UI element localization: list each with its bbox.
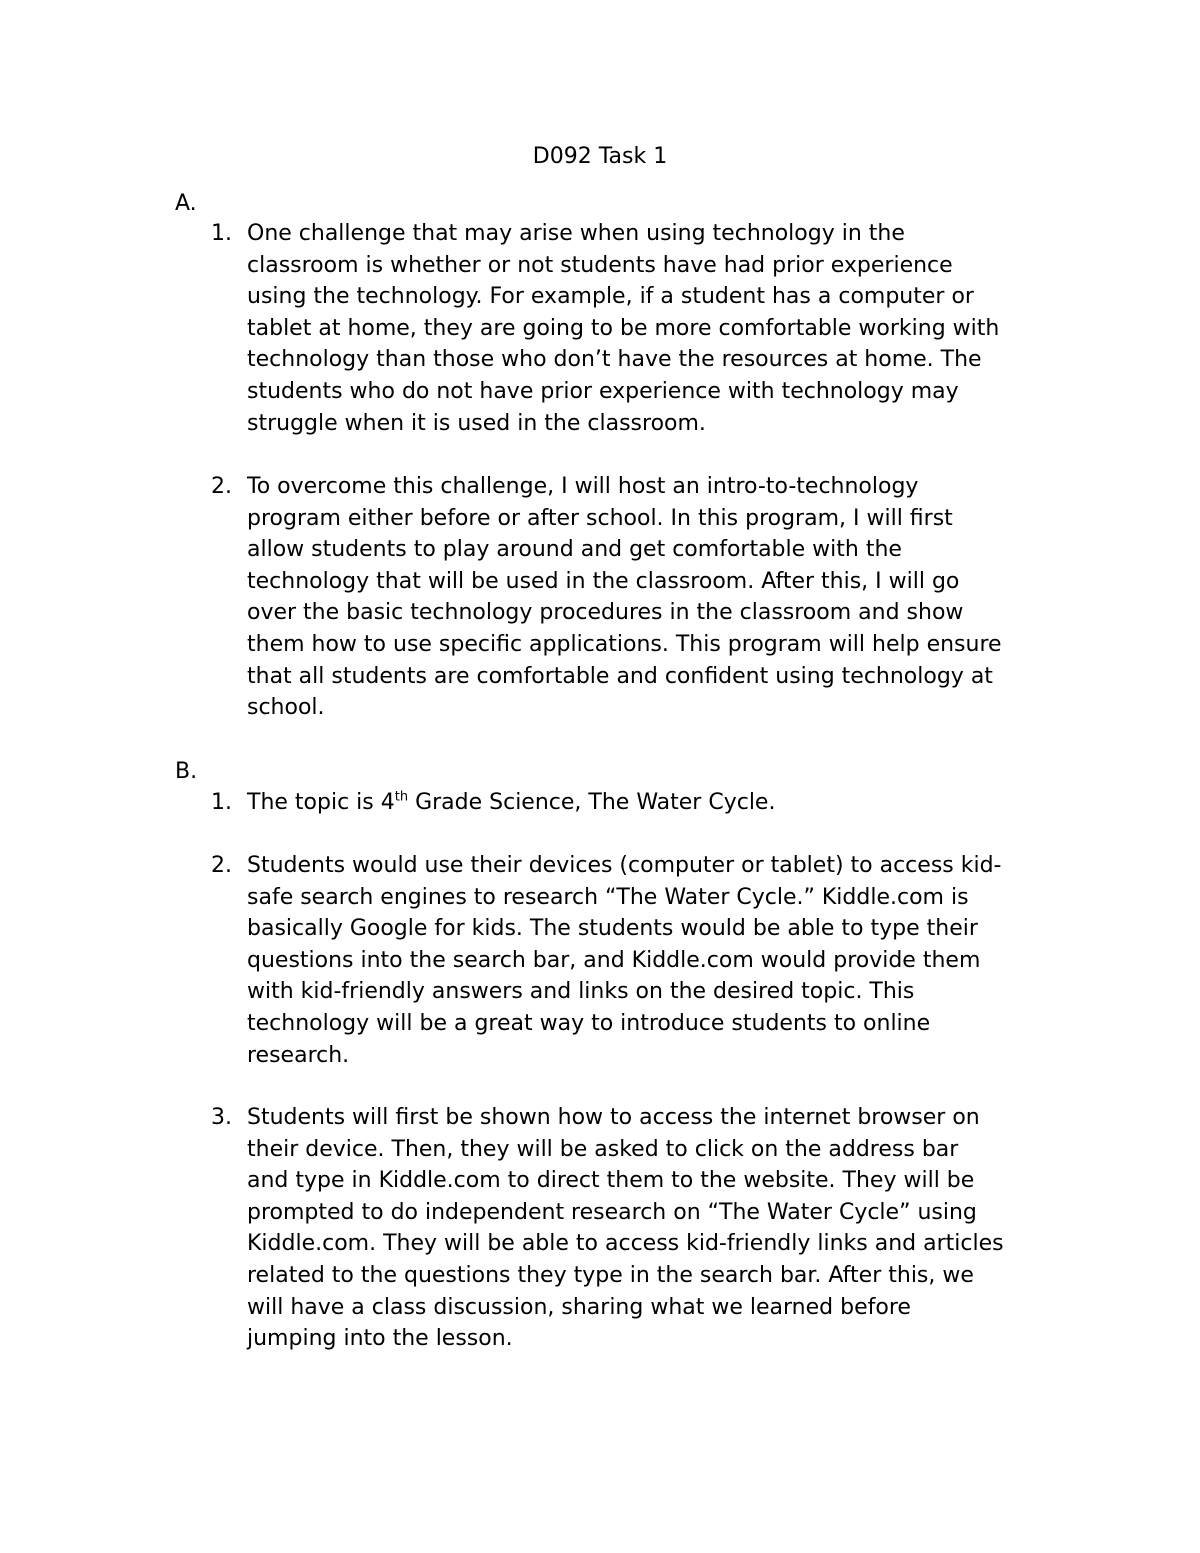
ordinal-superscript: th (394, 789, 409, 805)
section-a-item-1 (211, 218, 1081, 439)
section-a-item-2 (211, 471, 1081, 724)
list-item-text: One challenge that may arise when using technology in the classroom is whether or not students have had prior experience using the technology. For example, if a student has a computer or tablet at home, they are going to be more comfortable working with technology than those who don’t have the resources at home. The students who do not have prior experience with technology may struggle when it is used in the classroom. (247, 221, 1000, 436)
list-item-text: Students will first be shown how to access the internet browser on their device. Then, they will be asked to click on the address bar and type in Kiddle.com to direct them to the website. They will be prompted to do independent research on “The Water Cycle” using Kiddle.com. They will be able to access kid-friendly links and articles related to the questions they type in the search bar. After this, we will have a class discussion, sharing what we learned before jumping into the lesson. (247, 1105, 1004, 1352)
section-b-heading: B. (175, 759, 198, 784)
section-b-item-2 (211, 850, 1081, 1071)
section-b-item-1 (211, 787, 1081, 819)
topic-text-after: Grade Science, The Water Cycle. (408, 790, 776, 815)
list-number: 1. (211, 221, 232, 246)
list-item-text: To overcome this challenge, I will host an intro-to-technology program either before or after school. In this program, I will first allow students to play around and get comfortable with the technology that will be used in the classroom. After this, I will go over the basic technology procedures in the classroom and show them how to use specific applications. This program will help ensure that all students are comfortable and confident using technology at school. (247, 474, 1002, 721)
section-a-heading: A. (175, 191, 197, 216)
section-b-item-3 (211, 1102, 1081, 1355)
list-number: 3. (211, 1105, 232, 1130)
list-number: 2. (211, 474, 232, 499)
topic-text-before: The topic is 4 (247, 790, 395, 815)
list-number: 2. (211, 853, 232, 878)
page-title: D092 Task 1 (532, 144, 668, 169)
list-item-text: Students would use their devices (computer or tablet) to access kid- safe search engines to research “The Water Cycle.” Kiddle.com is basically Google for kids. The students would be able to type their questions into the search bar, and Kiddle.com would provide them with kid-friendly answers and links on the desired topic. This technology will be a great way to introduce students to online research. (247, 853, 1002, 1068)
list-number: 1. (211, 790, 232, 815)
list-item-text (247, 787, 1081, 819)
